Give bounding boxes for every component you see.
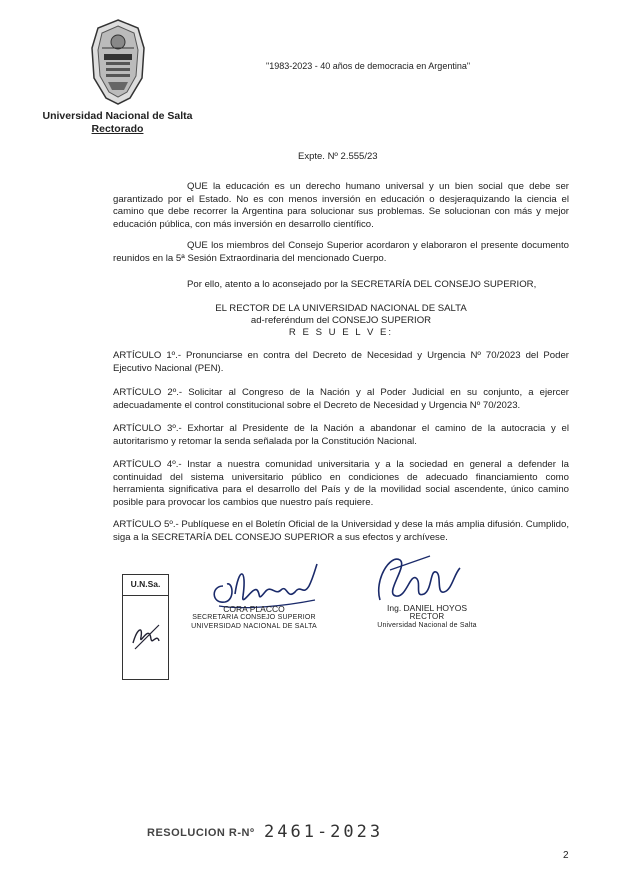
unsa-stamp-box bbox=[122, 574, 169, 680]
rector-institution: Universidad Nacional de Salta bbox=[377, 621, 477, 629]
institution-name: Universidad Nacional de Salta bbox=[42, 110, 193, 122]
considerando-3 bbox=[113, 279, 569, 292]
rector-name: Ing. DANIEL HOYOS bbox=[387, 603, 467, 613]
resolution-number: 2461-2023 bbox=[264, 822, 384, 842]
rector-signature bbox=[370, 550, 466, 610]
secretary-institution: UNIVERSIDAD NACIONAL DE SALTA bbox=[191, 622, 317, 630]
secretary-name: CORA PLACCO bbox=[223, 604, 285, 614]
articulo-4: ARTÍCULO 4º.- Instar a nuestra comunidad universitaria y a la sociedad en general a defender la continuidad del sistema universitario público en condiciones de adecuado financiamiento como herramienta significativa para el desarrollo del País y de la movilidad social ascendente, único camino posible para provocar los cambios que nuestro país requiere. bbox=[113, 459, 569, 508]
rector-signature-block bbox=[362, 603, 492, 630]
rector-title: RECTOR bbox=[409, 612, 445, 621]
resolution-heading-line1: EL RECTOR DE LA UNIVERSIDAD NACIONAL DE SALTA bbox=[215, 303, 467, 314]
considerando-3-text: Por ello, atento a lo aconsejado por la SECRETARÍA DEL CONSEJO SUPERIOR, bbox=[187, 279, 537, 290]
institution-subtitle: Rectorado bbox=[91, 123, 144, 135]
considerando-2 bbox=[113, 240, 569, 265]
articulo-2: ARTÍCULO 2º.- Solicitar al Congreso de la Nación y al Poder Judicial en su conjunto, a ejercer adecuadamente el control constitucional sobre el Decreto de Necesidad y Urgencia Nº 70/2023. bbox=[113, 387, 569, 411]
resolution-heading-line3: R E S U E L V E: bbox=[288, 327, 394, 338]
header-motto: "1983-2023 - 40 años de democracia en Argentina" bbox=[266, 61, 471, 71]
initials-scribble bbox=[129, 615, 163, 655]
articulo-1: ARTÍCULO 1º.- Pronunciarse en contra del Decreto de Necesidad y Urgencia Nº 70/2023 del Poder Ejecutivo Nacional (PEN). bbox=[113, 350, 569, 374]
page-number: 2 bbox=[563, 850, 569, 861]
stamp-label: U.N.Sa. bbox=[130, 579, 161, 589]
articulo-5: ARTÍCULO 5º.- Publíquese en el Boletín Oficial de la Universidad y dese la más amplia difusión. Cumplido, siga a la SECRETARÍA DEL CONSEJO SUPERIOR a sus efectos y archívese. bbox=[113, 519, 569, 543]
considerando-1-text: QUE la educación es un derecho humano universal y un bien social que debe ser garantizado por el Estado. No es con menos inversión en educación o desjeraquizando la ciencia el camino que debe recorrer la Argentina para solucionar sus problemas. Se solucionan con más y mejor educación pública, con más inversión en desarrollo científico. bbox=[113, 181, 569, 230]
considerando-2-text: QUE los miembros del Consejo Superior acordaron y elaboraron el presente documento reunidos en la 5ª Sesión Extraordinaria del mencionado Cuerpo. bbox=[113, 240, 569, 264]
secretary-signature-block bbox=[184, 604, 324, 631]
considerando-1 bbox=[113, 181, 569, 231]
resolution-label: RESOLUCION R-Nº bbox=[147, 827, 255, 839]
resolution-heading-line2: ad-referéndum del CONSEJO SUPERIOR bbox=[250, 315, 432, 326]
university-crest-logo bbox=[88, 18, 148, 106]
articulo-3: ARTÍCULO 3º.- Exhortar al Presidente de la Nación a abandonar el camino de la autocracia y el autoritarismo y retomar la senda señalada por la Constitución Nacional. bbox=[113, 423, 569, 447]
expediente-number: Expte. Nº 2.555/23 bbox=[298, 151, 378, 162]
secretary-title: SECRETARIA CONSEJO SUPERIOR bbox=[192, 614, 316, 621]
